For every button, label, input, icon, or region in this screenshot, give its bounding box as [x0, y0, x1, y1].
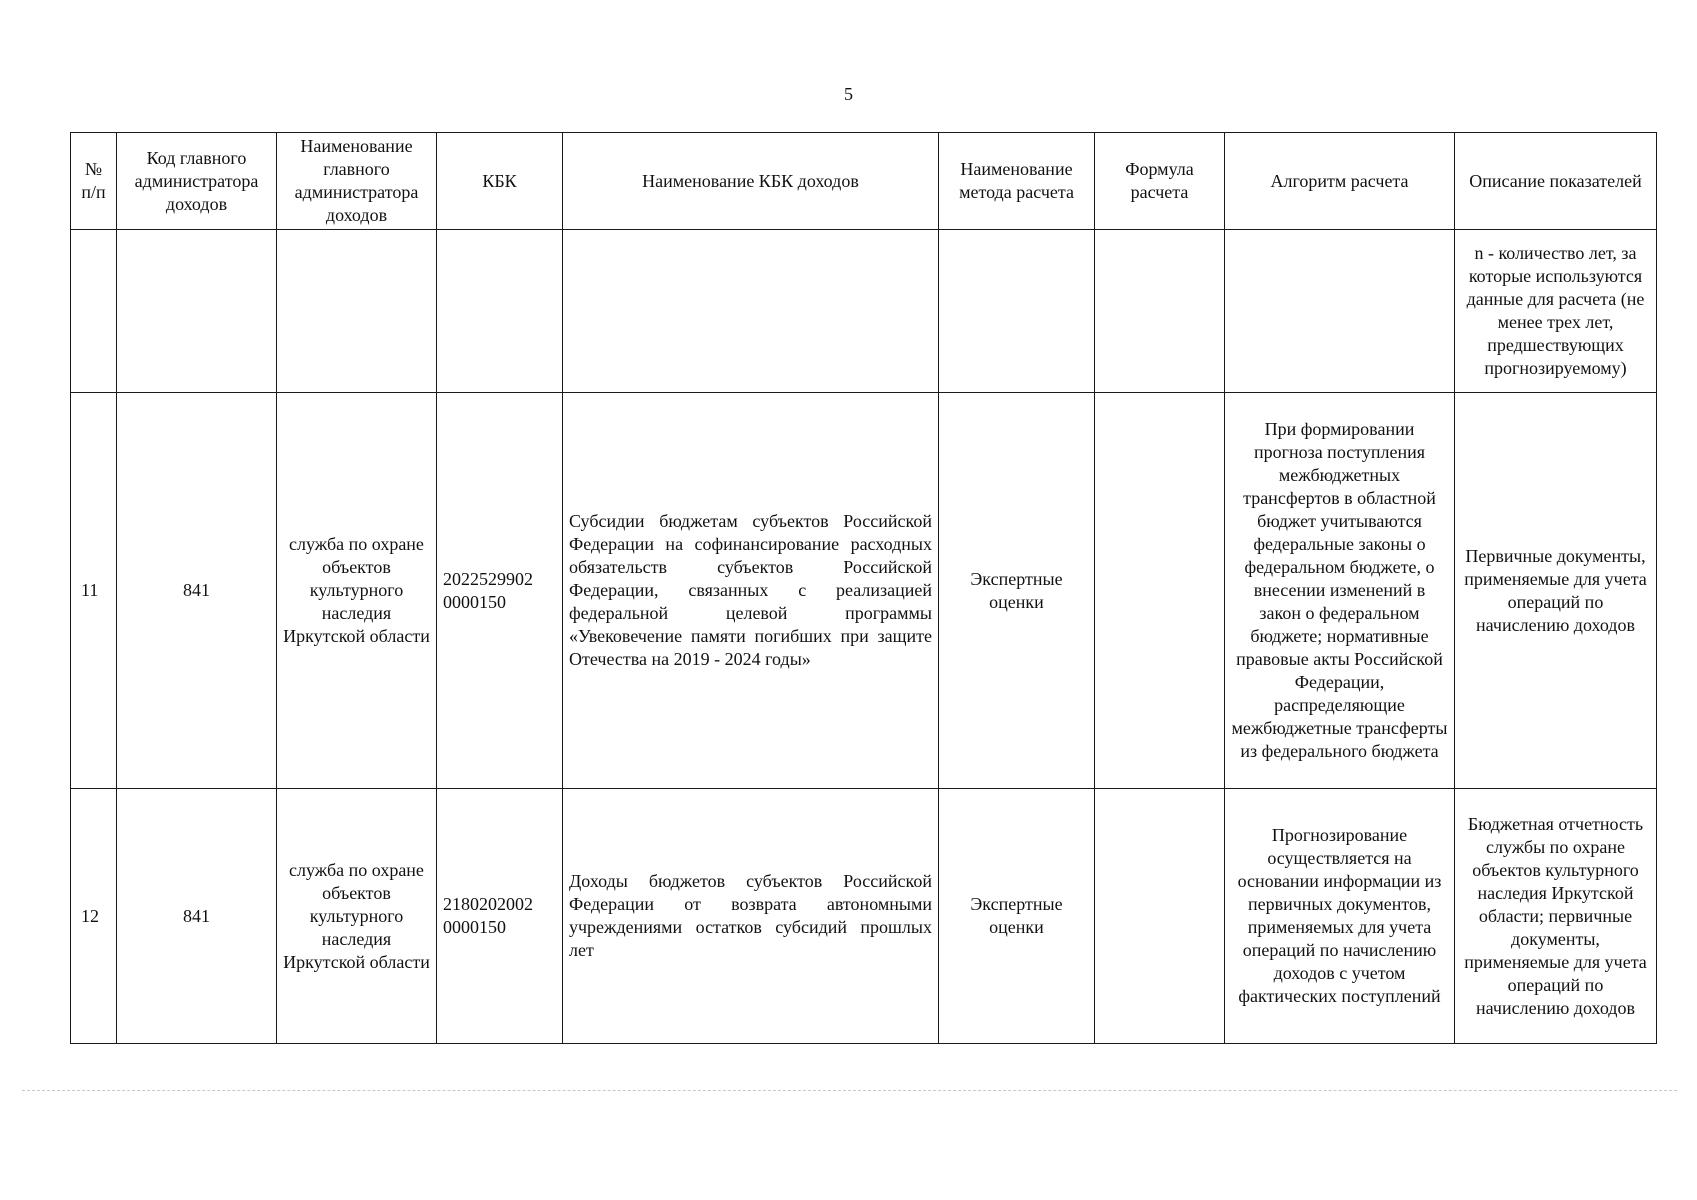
- header-description: Описание показателей: [1455, 133, 1657, 230]
- page-number: 5: [844, 84, 853, 104]
- cell-formula: [1095, 393, 1225, 789]
- cell-kbk: 2180202002 0000150: [437, 789, 563, 1044]
- cell-method: Экспертные оценки: [939, 789, 1095, 1044]
- revenue-forecast-table: [70, 132, 1657, 1044]
- header-algorithm: Алгоритм расчета: [1225, 133, 1455, 230]
- header-kbk-name: Наименование КБК доходов: [563, 133, 939, 230]
- cell-admin-code: 841: [117, 393, 277, 789]
- table-row: [71, 789, 1657, 1044]
- cell-kbk: [437, 230, 563, 393]
- cell-admin-name: [277, 230, 437, 393]
- header-admin-name: Наименование главного администратора доходов: [277, 133, 437, 230]
- header-method: Наименование метода расчета: [939, 133, 1095, 230]
- cell-num: [71, 230, 117, 393]
- cell-description: n - количество лет, за которые используются данные для расчета (не менее трех лет, предшествующих прогнозируемому): [1455, 230, 1657, 393]
- cell-admin-name: служба по охране объектов культурного наследия Иркутской области: [277, 789, 437, 1044]
- table-row: [71, 393, 1657, 789]
- cell-admin-name: служба по охране объектов культурного наследия Иркутской области: [277, 393, 437, 789]
- header-kbk: КБК: [437, 133, 563, 230]
- cell-description: Первичные документы, применяемые для учета операций по начислению доходов: [1455, 393, 1657, 789]
- cell-kbk-name: [563, 230, 939, 393]
- cell-admin-code: [117, 230, 277, 393]
- header-admin-code: Код главного администратора доходов: [117, 133, 277, 230]
- cell-algorithm: [1225, 230, 1455, 393]
- cell-formula: [1095, 230, 1225, 393]
- cell-admin-code: 841: [117, 789, 277, 1044]
- cell-method: [939, 230, 1095, 393]
- cell-kbk-name: Субсидии бюджетам субъектов Российской Федерации на софинансирование расходных обязательств субъектов Российской Федерации, связанных с реализацией федеральной целевой программы «Увековечение памяти погибших при защите Отечества на 2019 - 2024 годы»: [563, 393, 939, 789]
- cell-kbk: 2022529902 0000150: [437, 393, 563, 789]
- cell-formula: [1095, 789, 1225, 1044]
- cell-algorithm: Прогнозирование осуществляется на основании информации из первичных документов, применяемых для учета операций по начислению доходов с учетом фактических поступлений: [1225, 789, 1455, 1044]
- cell-description: Бюджетная отчетность службы по охране объектов культурного наследия Иркутской области; первичные документы, применяемые для учета операций по начислению доходов: [1455, 789, 1657, 1044]
- cell-num: 12: [71, 789, 117, 1044]
- cell-method: Экспертные оценки: [939, 393, 1095, 789]
- header-formula: Формула расчета: [1095, 133, 1225, 230]
- cell-num: 11: [71, 393, 117, 789]
- cell-kbk-name: Доходы бюджетов субъектов Российской Федерации от возврата автономными учреждениями остатков субсидий прошлых лет: [563, 789, 939, 1044]
- table-row: [71, 230, 1657, 393]
- page-bottom-divider: [22, 1090, 1677, 1091]
- table-header-row: [71, 133, 1657, 230]
- header-num: № п/п: [71, 133, 117, 230]
- cell-algorithm: При формировании прогноза поступления межбюджетных трансфертов в областной бюджет учитываются федеральные законы о федеральном бюджете, о внесении изменений в закон о федеральном бюджете; нормативные правовые акты Российской Федерации, распределяющие межбюджетные трансферты из федерального бюджета: [1225, 393, 1455, 789]
